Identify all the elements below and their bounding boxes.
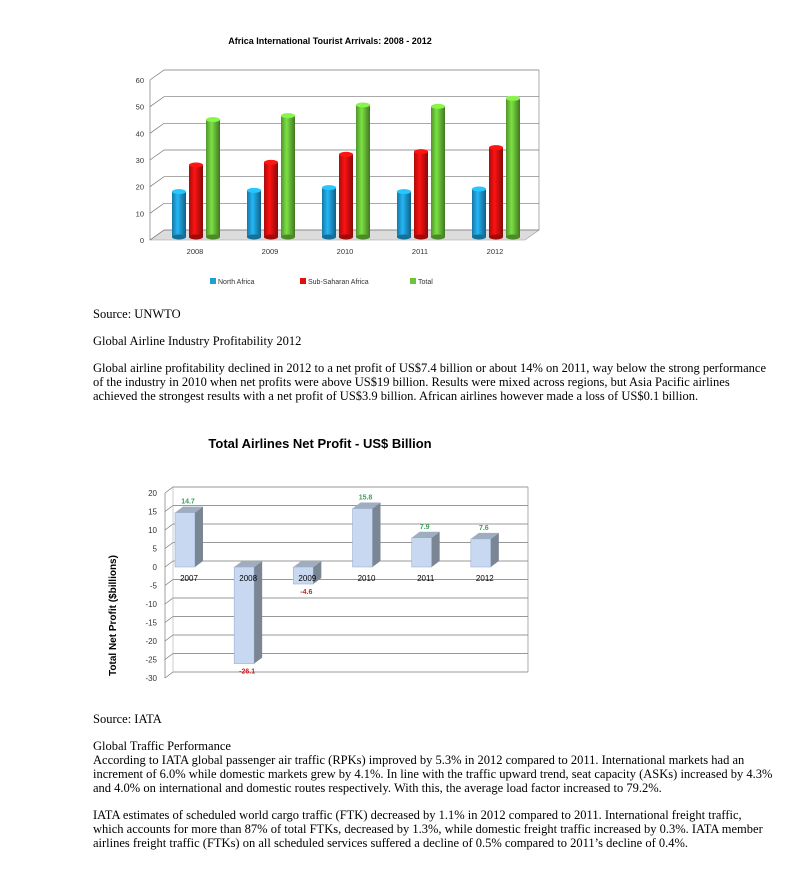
chart2-data-label: -4.6	[300, 589, 313, 597]
heading-traffic: Global Traffic Performance	[93, 739, 231, 753]
chart1-bar	[189, 163, 203, 240]
chart2-y-tick: -15	[145, 618, 157, 628]
chart2-gridline	[165, 580, 528, 586]
chart2-bar	[353, 503, 381, 567]
chart2-gridline	[165, 487, 528, 493]
chart2-y-tick: 5	[152, 544, 157, 554]
chart1-y-tick: 50	[135, 102, 144, 112]
paragraph-profitability: Global airline profitability declined in 2012 to a net profit of US$7.4 billion or about 14% on 2011, way below the strong performance of the industry in 2010 when net profits were above US$19 billion. Results were mixed across regions, but Asia Pacific airlines achieved the strongest results with a net profit of US$3.9 billion. African airlines however made a loss of US$0.1 billion.	[93, 361, 766, 403]
chart1-bar	[264, 160, 278, 240]
chart2-x-tick: 2010	[357, 574, 376, 583]
chart1-bar	[431, 104, 445, 240]
chart1-bar	[397, 189, 411, 239]
chart1-bar	[339, 152, 353, 240]
chart2-y-tick: 0	[152, 563, 157, 572]
chart2-data-label: 15.8	[358, 494, 373, 502]
chart1-legend-swatch	[210, 278, 216, 284]
chart1-y-tick: 10	[135, 209, 144, 219]
chart1-bar	[172, 189, 186, 239]
chart2-bar	[175, 507, 203, 567]
chart1-bar	[322, 185, 336, 239]
chart2-y-tick: 10	[148, 526, 157, 535]
chart2-data-label: 14.7	[181, 498, 195, 506]
chart1-bar	[506, 96, 520, 240]
chart2-x-tick: 2011	[417, 574, 435, 583]
chart2-y-tick: -25	[145, 655, 157, 665]
chart2-title: Total Airlines Net Profit - US$ Billion	[208, 436, 432, 451]
chart1-bar	[356, 103, 370, 240]
chart1-x-tick: 2012	[486, 247, 504, 256]
chart2-bar	[471, 533, 499, 567]
chart2-data-label: 7.9	[419, 523, 430, 531]
chart2-x-tick: 2008	[239, 574, 258, 583]
chart2-x-tick: 2007	[180, 574, 198, 583]
chart1-x-tick: 2008	[186, 247, 204, 256]
chart2-data-label: -26.1	[239, 668, 256, 676]
chart1-bar	[414, 149, 428, 239]
chart1-title: Africa International Tourist Arrivals: 2008 - 2012	[228, 36, 432, 46]
chart2-y-tick: 20	[148, 489, 157, 498]
chart1-legend-label: Total	[418, 279, 433, 286]
chart2-y-tick: -10	[145, 600, 157, 609]
chart1-x-tick: 2009	[261, 247, 279, 256]
chart2-data-label: 7.6	[478, 524, 489, 532]
chart1-bar	[489, 145, 503, 239]
chart2-gridline	[165, 635, 528, 641]
chart1-gridline	[150, 70, 539, 80]
chart2-y-tick: -30	[145, 674, 157, 683]
chart1-bar	[472, 187, 486, 240]
chart1-bar	[247, 188, 261, 240]
chart1-y-tick: 0	[139, 236, 144, 245]
chart1-legend-swatch	[300, 278, 306, 284]
chart1-legend-label: Sub-Saharan Africa	[308, 279, 369, 286]
chart2-y-tick: -20	[145, 637, 157, 646]
chart1-bar	[281, 113, 295, 239]
chart2-y-tick: -5	[149, 581, 157, 591]
source-iata: Source: IATA	[93, 712, 162, 726]
heading-profitability: Global Airline Industry Profitability 2012	[93, 334, 302, 348]
chart1-y-tick: 30	[135, 156, 144, 165]
chart1-y-tick: 60	[135, 76, 144, 85]
chart2-gridline	[165, 524, 528, 530]
net-profit-chart	[100, 478, 540, 700]
chart2-bar	[412, 532, 440, 567]
chart1-x-tick: 2010	[336, 247, 354, 256]
chart1-legend-label: North Africa	[218, 279, 255, 286]
chart2-gridline	[165, 672, 528, 678]
tourist-arrivals-chart	[110, 55, 560, 295]
chart2-y-tick: 15	[148, 507, 157, 517]
chart2-x-tick: 2012	[475, 574, 494, 583]
chart1-y-tick: 20	[135, 182, 144, 192]
chart1-bar	[206, 117, 220, 239]
chart2-gridline	[165, 654, 528, 660]
chart1-legend-swatch	[410, 278, 416, 284]
paragraph-cargo: IATA estimates of scheduled world cargo traffic (FTK) decreased by 1.1% in 2012 compared to 2011. International freight traffic, which accounts for more than 87% of total FTKs, decreased by 1.3%, while domestic freight traffic increased by 0.3%. IATA member airlines freight traffic (FTKs) on all scheduled services suffered a decline of 0.5% compared to 2011’s decline of 0.4%.	[93, 808, 763, 850]
chart2-x-tick: 2009	[298, 574, 317, 583]
chart1-gridline	[150, 97, 539, 107]
chart2-y-label: Total Net Profit ($billions)	[108, 555, 119, 676]
chart2-gridline	[165, 617, 528, 623]
chart2-gridline	[165, 506, 528, 512]
chart1-y-tick: 40	[135, 129, 144, 139]
chart2-gridline	[165, 598, 528, 604]
paragraph-traffic: According to IATA global passenger air traffic (RPKs) improved by 5.3% in 2012 compared to 2011. International markets had an increment of 6.0% while domestic markets grew by 4.1%. In line with the traffic upward trend, seat capacity (ASKs) increased by 4.3% and 4.0% on international and domestic routes respectively. With this, the average load factor increased to 79.2%.	[93, 753, 773, 795]
chart1-x-tick: 2011	[411, 247, 429, 256]
source-unwto: Source: UNWTO	[93, 307, 181, 321]
